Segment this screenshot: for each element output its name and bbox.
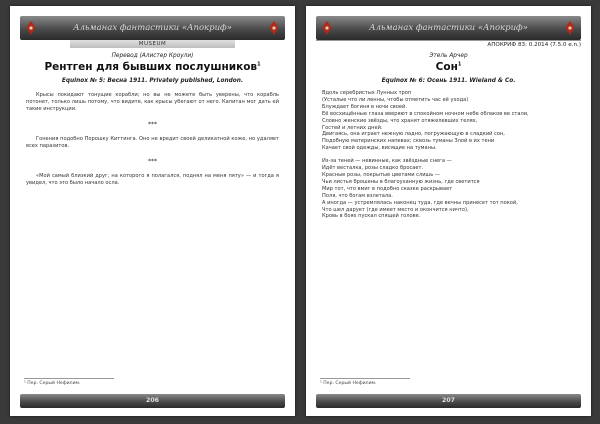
paragraph: «Мой самый близкий друг, на которого я полагался, поднял на меня пяту» — и тогда я увидел, что это было начало осла. bbox=[26, 173, 279, 186]
article-title bbox=[20, 61, 285, 73]
right-page bbox=[306, 6, 591, 416]
fleur-emblem-icon bbox=[320, 20, 334, 36]
section-label: MUSEUM bbox=[70, 40, 235, 48]
poem-line: Кровь в боях пускал спящей голове. bbox=[322, 213, 421, 220]
section-divider: *** bbox=[148, 158, 157, 165]
poem-body bbox=[322, 90, 575, 226]
paragraph: Крысы покидают тонущие корабли; но вы не можете быть уверены, что корабль потонет, только лишь потому, что видите, как крысы убегают от него. Капитан мог дать ей такие инструкции. bbox=[26, 92, 279, 112]
page-number: 206 bbox=[146, 397, 159, 404]
footnote: ¹ Пер. Серый Нефилим. bbox=[24, 381, 81, 386]
page-header-bar bbox=[20, 16, 285, 40]
poem-line: Гостей и летних дней. bbox=[322, 124, 383, 131]
poem-line: Что шел дарует (где имеет место и окончится ничто), bbox=[322, 206, 469, 213]
page-footer-bar bbox=[20, 394, 285, 408]
footnote-marker: 1 bbox=[257, 61, 261, 68]
paragraph: Гонения подобно Порошку Киттинга. Оно не вредит своей деликатной коже, но удаляет всех паразитов. bbox=[26, 136, 279, 149]
issue-line: АПОКРИФ 83: 0.2014 (7.5.0 e.n.) bbox=[316, 40, 581, 50]
article-title-text: Рентген для бывших послушников bbox=[44, 61, 258, 73]
poem-line: Идёт весталка, розы сладко бросает. bbox=[322, 165, 424, 172]
poem-stanza bbox=[322, 158, 575, 220]
poem-line: Подобную материнских напевах; сквозь туманы Злой в их тени bbox=[322, 138, 495, 145]
fleur-emblem-icon bbox=[563, 20, 577, 36]
poem-line: Чьи листья брошены в благоуханную жизнь, где светится bbox=[322, 178, 480, 185]
footnote-marker: 1 bbox=[457, 61, 462, 68]
footnote-rule bbox=[320, 378, 410, 379]
footnote-rule bbox=[24, 378, 114, 379]
left-page bbox=[10, 6, 295, 416]
footnote: ¹ Пер. Серый Нефилим. bbox=[320, 381, 377, 386]
poem-line: Её восхищённые глаза вверяют в спокойном ночном небе облаков ве стали, bbox=[322, 110, 529, 117]
fleur-emblem-icon bbox=[24, 20, 38, 36]
poem-line: Поля, что богам взлетала. bbox=[322, 192, 393, 199]
article-title bbox=[316, 61, 581, 73]
page-number: 207 bbox=[442, 397, 455, 404]
article-source: Equinox № 6: Осень 1911. Wieland & Co. bbox=[381, 78, 516, 84]
poem-line: Красные розы, покрытые цветами слишь — bbox=[322, 171, 440, 178]
header-title: Альманах фантастики «Апокриф» bbox=[73, 23, 232, 33]
fleur-emblem-icon bbox=[267, 20, 281, 36]
poem-line: Двигаясь, она играет нежную ладно, погружающую в сладкий сон, bbox=[322, 131, 505, 138]
article-source: Equinox № 5: Весна 1911. Privately published, London. bbox=[61, 78, 244, 84]
poem-line: Мир тот, что вмиг в подобно сказке раскрывает bbox=[322, 185, 453, 192]
article-body bbox=[26, 92, 279, 193]
poem-line: (Усталые что ли ленны, чтобы отметить час её ухода) bbox=[322, 96, 469, 103]
poem-line: Словно женские звёзды, что хранят отяжелевших телях, bbox=[322, 117, 478, 124]
article-author: Этель Арчер bbox=[429, 53, 468, 59]
article-title-text: Сон bbox=[435, 61, 458, 73]
poem-line: Качает свой одежды, висящие на туманы. bbox=[322, 145, 437, 152]
poem-line: А иногда — устремлялась наконец туда, где вечны принесет тот покой, bbox=[322, 199, 518, 206]
header-title: Альманах фантастики «Апокриф» bbox=[369, 23, 528, 33]
section-divider: *** bbox=[148, 121, 157, 128]
page-footer-bar bbox=[316, 394, 581, 408]
poem-line: Блуждает богиня в ночи своей. bbox=[322, 103, 407, 110]
poem-line: Вдоль серебристых Лунных троп bbox=[322, 90, 412, 96]
poem-stanza bbox=[322, 90, 575, 152]
page-header-bar bbox=[316, 16, 581, 40]
poem-line: Из-за теней — невинные, как звёздные снега — bbox=[322, 158, 452, 165]
article-author: Перевод (Алистер Кроули) bbox=[111, 53, 194, 59]
